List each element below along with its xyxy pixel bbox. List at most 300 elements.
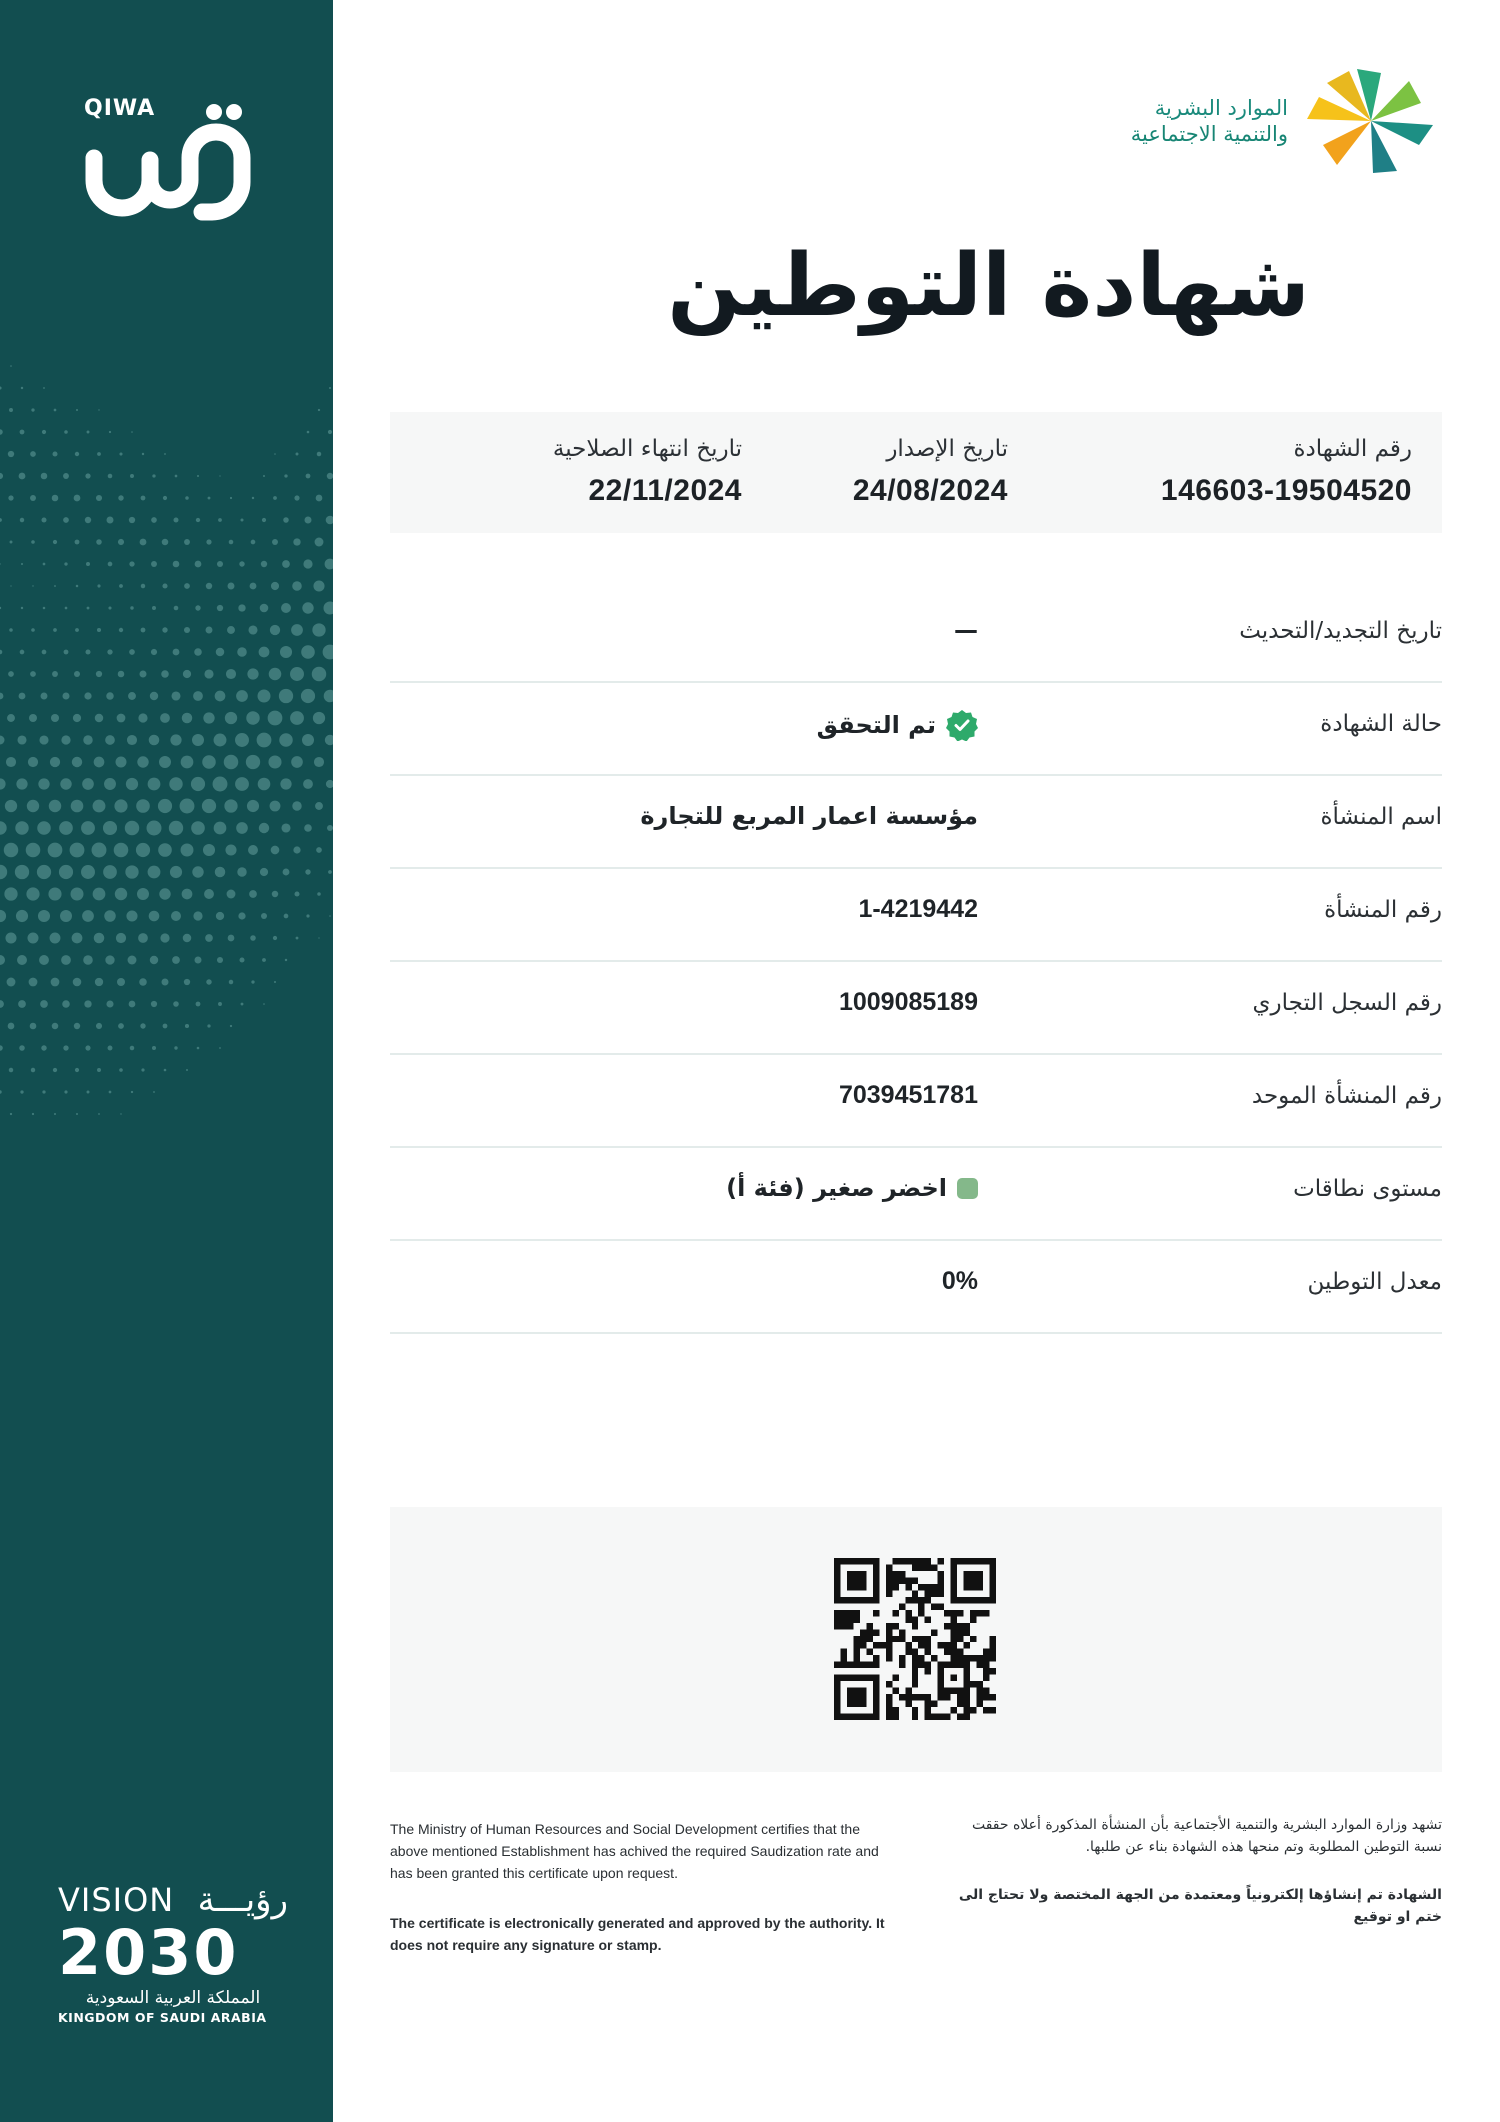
decorative-dot bbox=[19, 1045, 25, 1051]
certificate-status-value bbox=[817, 709, 978, 741]
decorative-dot bbox=[17, 735, 26, 744]
decorative-dot bbox=[15, 821, 28, 834]
qr-module bbox=[834, 1584, 840, 1590]
decorative-dot bbox=[293, 538, 300, 545]
decorative-dot bbox=[175, 475, 178, 478]
qr-module bbox=[918, 1564, 924, 1570]
decorative-dot bbox=[62, 1000, 70, 1008]
qr-module bbox=[886, 1584, 892, 1590]
decorative-dot bbox=[326, 516, 333, 525]
decorative-dot bbox=[274, 981, 276, 983]
decorative-dot bbox=[51, 714, 59, 722]
decorative-dot bbox=[173, 517, 178, 522]
nitaqat-level-text: اخضر صغير (فئة أ) bbox=[726, 1174, 947, 1202]
decorative-dot bbox=[325, 735, 333, 745]
qr-module bbox=[944, 1694, 950, 1700]
decorative-dot bbox=[64, 562, 67, 565]
decorative-dot bbox=[206, 539, 211, 544]
decorative-dot bbox=[218, 1002, 222, 1006]
qr-module bbox=[886, 1564, 892, 1570]
establishment-name-value: مؤسسة اعمار المربع للتجارة bbox=[640, 802, 978, 830]
qr-module bbox=[964, 1577, 970, 1583]
decorative-dot bbox=[291, 756, 303, 768]
qr-module bbox=[938, 1603, 944, 1609]
decorative-dot bbox=[290, 667, 304, 681]
decorative-dot bbox=[0, 910, 6, 922]
qr-module bbox=[951, 1571, 957, 1577]
decorative-dot bbox=[323, 601, 333, 614]
qr-module bbox=[834, 1694, 840, 1700]
decorative-dot bbox=[63, 517, 69, 523]
qr-module bbox=[853, 1577, 859, 1583]
qr-module bbox=[990, 1597, 996, 1603]
qr-module bbox=[860, 1694, 866, 1700]
decorative-dot bbox=[251, 980, 254, 983]
decorative-dot bbox=[0, 1090, 2, 1093]
decorative-dot bbox=[128, 692, 136, 700]
qr-module bbox=[957, 1597, 963, 1603]
qr-module bbox=[834, 1616, 840, 1622]
decorative-dot bbox=[31, 628, 35, 632]
decorative-dot bbox=[136, 843, 150, 857]
qr-module bbox=[912, 1668, 918, 1674]
qr-module bbox=[892, 1707, 898, 1713]
decorative-dot bbox=[4, 843, 19, 858]
decorative-dot bbox=[53, 1068, 57, 1072]
decorative-dot bbox=[125, 821, 139, 835]
decorative-dot bbox=[328, 430, 332, 434]
decorative-dot bbox=[246, 711, 259, 724]
decorative-dot bbox=[41, 693, 48, 700]
certificate-number-block bbox=[1161, 436, 1412, 508]
qr-module bbox=[892, 1584, 898, 1590]
qr-module bbox=[847, 1714, 853, 1720]
ministry-name bbox=[1131, 95, 1288, 147]
decorative-dot bbox=[173, 1001, 179, 1007]
qr-module bbox=[860, 1642, 866, 1648]
decorative-dot bbox=[43, 563, 46, 566]
decorative-dot bbox=[173, 649, 180, 656]
decorative-dot bbox=[116, 933, 126, 943]
qr-module bbox=[990, 1564, 996, 1570]
qr-module bbox=[834, 1610, 840, 1616]
qr-module bbox=[918, 1584, 924, 1590]
decorative-dot bbox=[73, 978, 82, 987]
decorative-dot bbox=[294, 495, 299, 500]
decorative-dot bbox=[206, 627, 213, 634]
decorative-dot bbox=[103, 865, 117, 879]
decorative-dot bbox=[259, 647, 270, 658]
decorative-dot bbox=[182, 713, 192, 723]
qr-module bbox=[983, 1649, 989, 1655]
decorative-dot bbox=[195, 561, 202, 568]
qr-module bbox=[951, 1662, 957, 1668]
nitaqat-color-indicator bbox=[957, 1178, 978, 1199]
decorative-dot bbox=[142, 453, 144, 455]
qr-module bbox=[905, 1649, 911, 1655]
qr-module bbox=[957, 1688, 963, 1694]
decorative-dot bbox=[137, 756, 148, 767]
qr-module bbox=[899, 1558, 905, 1564]
qr-module bbox=[944, 1610, 950, 1616]
qr-module bbox=[957, 1694, 963, 1700]
decorative-dot bbox=[246, 755, 260, 769]
qr-module bbox=[853, 1655, 859, 1661]
decorative-dot bbox=[215, 691, 226, 702]
decorative-dot bbox=[158, 799, 172, 813]
decorative-dot bbox=[82, 778, 94, 790]
decorative-dot bbox=[8, 495, 13, 500]
decorative-dot bbox=[291, 624, 303, 636]
decorative-dot bbox=[27, 932, 38, 943]
decorative-dot bbox=[0, 473, 3, 479]
decorative-dot bbox=[21, 387, 23, 389]
decorative-dot bbox=[259, 823, 269, 833]
qr-module bbox=[912, 1655, 918, 1661]
decorative-dot bbox=[40, 1000, 48, 1008]
decorative-dot bbox=[41, 1045, 46, 1050]
decorative-dot bbox=[120, 1113, 121, 1114]
qr-module bbox=[983, 1688, 989, 1694]
decorative-dot bbox=[227, 626, 235, 634]
decorative-dot bbox=[107, 517, 114, 524]
decorative-dot bbox=[174, 1046, 177, 1049]
decorative-dot bbox=[185, 496, 189, 500]
qr-module bbox=[925, 1597, 931, 1603]
decorative-dot bbox=[301, 689, 315, 703]
decorative-dot bbox=[136, 799, 150, 813]
decorative-dot bbox=[94, 933, 105, 944]
decorative-dot bbox=[115, 888, 127, 900]
decorative-dot bbox=[218, 518, 222, 522]
qr-module bbox=[853, 1584, 859, 1590]
certificate-number-label: رقم الشهادة bbox=[1293, 436, 1412, 462]
qr-module bbox=[944, 1714, 950, 1720]
qr-module bbox=[860, 1597, 866, 1603]
decorative-dot bbox=[216, 912, 224, 920]
decorative-dot bbox=[128, 956, 137, 965]
decorative-dot bbox=[283, 517, 289, 523]
decorative-dot bbox=[217, 957, 223, 963]
decorative-dot bbox=[62, 692, 69, 699]
qr-module bbox=[860, 1688, 866, 1694]
qr-module bbox=[847, 1675, 853, 1681]
qr-module bbox=[886, 1629, 892, 1635]
decorative-dot bbox=[230, 1025, 232, 1027]
qr-module bbox=[938, 1571, 944, 1577]
qr-module bbox=[964, 1655, 970, 1661]
decorative-dot bbox=[171, 691, 180, 700]
qr-module bbox=[873, 1675, 879, 1681]
qr-module bbox=[925, 1616, 931, 1622]
decorative-dot bbox=[250, 935, 256, 941]
decorative-dot bbox=[8, 671, 14, 677]
ministry-star-icon bbox=[1302, 67, 1440, 175]
decorative-dot bbox=[196, 518, 200, 522]
decorative-dot bbox=[119, 1068, 123, 1072]
qr-module bbox=[931, 1655, 937, 1661]
decorative-dot bbox=[59, 821, 73, 835]
decorative-dot bbox=[141, 496, 146, 501]
decorative-dot bbox=[312, 667, 327, 682]
decorative-dot bbox=[304, 824, 312, 832]
decorative-dot bbox=[131, 431, 133, 433]
decorative-dot bbox=[180, 799, 195, 814]
decorative-dot bbox=[206, 979, 211, 984]
decorative-dot bbox=[261, 913, 267, 919]
decorative-dot bbox=[30, 495, 36, 501]
decorative-dot bbox=[0, 1045, 3, 1051]
decorative-dot bbox=[203, 844, 215, 856]
details-row-establishment-name bbox=[390, 776, 1442, 869]
saudization-rate-label: معدل التوطين bbox=[1307, 1269, 1442, 1295]
decorative-dot bbox=[202, 755, 216, 769]
ministry-logo bbox=[1131, 66, 1440, 176]
qr-module bbox=[860, 1675, 866, 1681]
qr-module bbox=[866, 1558, 872, 1564]
decorative-dot bbox=[60, 778, 71, 789]
qr-module bbox=[983, 1668, 989, 1674]
qr-module bbox=[938, 1681, 944, 1687]
decorative-dot bbox=[0, 865, 7, 879]
qr-module bbox=[925, 1649, 931, 1655]
qr-module bbox=[990, 1642, 996, 1648]
qr-module bbox=[938, 1662, 944, 1668]
decorative-dot bbox=[53, 540, 57, 544]
decorative-dot bbox=[268, 755, 281, 768]
decorative-dot bbox=[192, 866, 203, 877]
decorative-dot bbox=[293, 846, 300, 853]
decorative-dot bbox=[48, 843, 63, 858]
qr-module bbox=[905, 1694, 911, 1700]
qr-module bbox=[951, 1584, 957, 1590]
qr-module bbox=[853, 1558, 859, 1564]
decorative-dot bbox=[74, 495, 81, 502]
nitaqat-level-value bbox=[726, 1174, 978, 1202]
qr-module bbox=[964, 1675, 970, 1681]
decorative-dot bbox=[108, 1046, 113, 1051]
decorative-dot bbox=[0, 650, 2, 655]
decorative-dot bbox=[18, 1000, 26, 1008]
qr-module bbox=[990, 1590, 996, 1596]
footer-arabic-certifies: تشهد وزارة الموارد البشرية والتنمية الأجتماعية بأن المنشأة المذكورة أعلاه حققت نسبة التوطين المطلوبة وتم منحها هذه الشهادة بناء عن طلبها. bbox=[971, 1817, 1442, 1855]
decorative-dot bbox=[6, 757, 16, 767]
decorative-dot bbox=[219, 1047, 221, 1049]
decorative-dot bbox=[95, 714, 103, 722]
qr-module bbox=[983, 1694, 989, 1700]
qr-module bbox=[931, 1714, 937, 1720]
decorative-dot bbox=[21, 563, 23, 565]
decorative-dot bbox=[87, 431, 90, 434]
decorative-dot bbox=[29, 714, 37, 722]
qr-module bbox=[905, 1688, 911, 1694]
decorative-dot bbox=[185, 1024, 189, 1028]
decorative-dot bbox=[97, 452, 101, 456]
decorative-dot bbox=[236, 690, 248, 702]
decorative-dot bbox=[109, 1091, 112, 1094]
qr-code-panel bbox=[390, 1507, 1442, 1772]
decorative-dot bbox=[20, 650, 25, 655]
decorative-dot bbox=[116, 757, 127, 768]
decorative-dot bbox=[268, 711, 283, 726]
footer-english bbox=[390, 1818, 890, 1956]
decorative-dot bbox=[30, 1023, 37, 1030]
qr-module bbox=[905, 1616, 911, 1622]
decorative-dot bbox=[20, 518, 24, 522]
qr-module bbox=[951, 1564, 957, 1570]
qr-module bbox=[938, 1577, 944, 1583]
qr-module bbox=[964, 1701, 970, 1707]
qr-module bbox=[892, 1610, 898, 1616]
decorative-dot bbox=[140, 1023, 145, 1028]
decorative-dot bbox=[159, 888, 170, 899]
decorative-dot bbox=[184, 627, 190, 633]
qr-module bbox=[951, 1629, 957, 1635]
vision-country-arabic: المملكة العربية السعودية bbox=[85, 1988, 261, 2008]
qr-module bbox=[873, 1597, 879, 1603]
decorative-dot bbox=[164, 453, 166, 455]
decorative-dot bbox=[149, 735, 160, 746]
qr-module bbox=[873, 1584, 879, 1590]
qr-module bbox=[912, 1590, 918, 1596]
decorative-dot bbox=[43, 387, 45, 389]
qr-module bbox=[912, 1707, 918, 1713]
qr-module bbox=[892, 1571, 898, 1577]
decorative-dot bbox=[48, 887, 61, 900]
qr-module bbox=[983, 1707, 989, 1713]
issue-date-value: 24/08/2024 bbox=[852, 474, 1008, 507]
qr-module bbox=[892, 1714, 898, 1720]
decorative-dot bbox=[84, 692, 91, 699]
qr-module bbox=[866, 1714, 872, 1720]
decorative-dot bbox=[71, 800, 84, 813]
unified-number-label: رقم المنشأة الموحد bbox=[1251, 1083, 1442, 1109]
qr-module bbox=[886, 1701, 892, 1707]
decorative-dot bbox=[114, 843, 129, 858]
decorative-dot bbox=[307, 431, 310, 434]
decorative-dot bbox=[85, 473, 90, 478]
decorative-dot bbox=[32, 1113, 34, 1115]
decorative-dot bbox=[61, 955, 71, 965]
decorative-dot bbox=[117, 714, 126, 723]
qr-module bbox=[964, 1571, 970, 1577]
decorative-dot bbox=[192, 734, 204, 746]
qr-module bbox=[944, 1642, 950, 1648]
qr-module bbox=[834, 1597, 840, 1603]
decorative-dot bbox=[315, 538, 324, 547]
decorative-dot bbox=[129, 561, 134, 566]
qr-module bbox=[977, 1558, 983, 1564]
qr-module bbox=[834, 1558, 840, 1564]
decorative-dot bbox=[106, 692, 114, 700]
decorative-dot bbox=[305, 869, 310, 874]
qr-module bbox=[964, 1707, 970, 1713]
details-row-renewal bbox=[390, 590, 1442, 683]
decorative-dot bbox=[193, 691, 203, 701]
qr-module bbox=[938, 1675, 944, 1681]
qr-module bbox=[977, 1655, 983, 1661]
decorative-dot bbox=[224, 755, 239, 770]
decorative-dot bbox=[205, 934, 213, 942]
decorative-dot bbox=[315, 802, 323, 810]
decorative-dot bbox=[83, 955, 93, 965]
decorative-dot bbox=[87, 607, 90, 610]
qr-module bbox=[860, 1558, 866, 1564]
decorative-dot bbox=[51, 978, 60, 987]
qr-module bbox=[905, 1642, 911, 1648]
qr-module bbox=[873, 1714, 879, 1720]
decorative-dot bbox=[194, 648, 202, 656]
decorative-dot bbox=[97, 584, 100, 587]
decorative-dot bbox=[119, 628, 123, 632]
qr-module bbox=[847, 1662, 853, 1668]
qr-module bbox=[886, 1571, 892, 1577]
decorative-dot bbox=[323, 645, 333, 660]
qr-module bbox=[957, 1636, 963, 1642]
qr-module bbox=[905, 1701, 911, 1707]
decorative-dot bbox=[303, 779, 313, 789]
qr-module bbox=[853, 1571, 859, 1577]
qr-module bbox=[866, 1636, 872, 1642]
qr-module bbox=[886, 1577, 892, 1583]
decorative-dot bbox=[125, 865, 138, 878]
nitaqat-level-label: مستوى نطاقات bbox=[1293, 1176, 1442, 1202]
decorative-dot bbox=[30, 671, 36, 677]
qr-module bbox=[977, 1584, 983, 1590]
decorative-dot bbox=[75, 1068, 79, 1072]
qr-module bbox=[899, 1577, 905, 1583]
decorative-dot bbox=[148, 778, 161, 791]
qr-module bbox=[964, 1662, 970, 1668]
qr-module bbox=[886, 1623, 892, 1629]
qr-module bbox=[918, 1694, 924, 1700]
decorative-dot bbox=[262, 518, 266, 522]
decorative-dot bbox=[160, 933, 169, 942]
decorative-dot bbox=[65, 607, 68, 610]
decorative-dot bbox=[285, 959, 287, 961]
decorative-dot bbox=[85, 517, 91, 523]
decorative-dot bbox=[26, 843, 41, 858]
qr-code[interactable] bbox=[834, 1558, 996, 1720]
qr-module bbox=[912, 1558, 918, 1564]
decorative-dot bbox=[152, 474, 155, 477]
decorative-dot bbox=[237, 647, 247, 657]
decorative-dot bbox=[248, 625, 257, 634]
decorative-dot bbox=[162, 627, 167, 632]
decorative-dot bbox=[42, 1090, 45, 1093]
decorative-dot bbox=[28, 757, 38, 767]
decorative-dot bbox=[31, 1068, 35, 1072]
decorative-dot bbox=[229, 540, 234, 545]
decorative-dot bbox=[139, 670, 146, 677]
qr-module bbox=[873, 1558, 879, 1564]
decorative-dot bbox=[217, 605, 223, 611]
decorative-dot bbox=[118, 1023, 124, 1029]
certificate-summary-band bbox=[390, 412, 1442, 533]
decorative-dot bbox=[0, 429, 3, 435]
decorative-dot bbox=[85, 1045, 90, 1050]
decorative-dot bbox=[53, 628, 57, 632]
qr-module bbox=[977, 1662, 983, 1668]
decorative-dot bbox=[19, 473, 26, 480]
qr-module bbox=[951, 1590, 957, 1596]
decorative-dot bbox=[108, 606, 111, 609]
qr-module bbox=[853, 1636, 859, 1642]
decorative-dot bbox=[97, 1068, 101, 1072]
decorative-dot bbox=[181, 844, 194, 857]
decorative-dot bbox=[326, 780, 333, 788]
decorative-dot bbox=[202, 799, 216, 813]
